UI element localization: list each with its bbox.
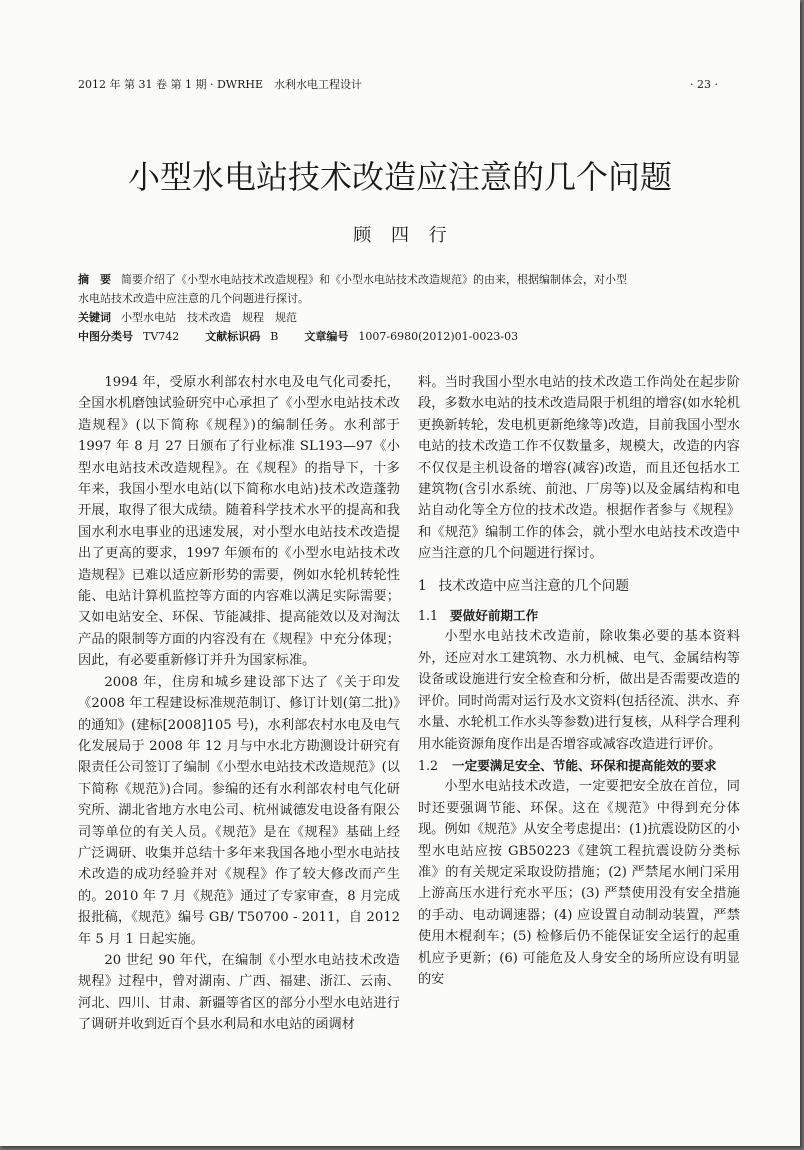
paragraph-1990s: 20 世纪 90 年代，在编制《小型水电站技术改造规程》过程中，曾对湖南、广西、福建、浙江、云南、河北、四川、甘肃、新疆等省区的部分小型水电站进行了调研并收到近百个县水利局和水电站的函调材 [78, 952, 400, 1033]
doc-code-value: B [270, 330, 279, 343]
section-1-title: 技术改造中应当注意的几个问题 [438, 577, 629, 594]
journal-info: 2012 年 第 31 卷 第 1 期 · DWRHE 水利水电工程设计 [78, 78, 362, 91]
paragraph-continued: 料。当时我国小型水电站的技术改造工作尚处在起步阶段，多数水电站的技术改造局限于机组的增容(如水轮机更换新转轮，发电机更新绝缘等)改造，目前我国小型水电站的技术改造工作不仅数量多，规模大，改造的内容不仅仅是主机设备的增容(减容)改造，而且还包括水工建筑物(含引水系统、前池、厂房等)以及金属结构和电站自动化等全方位的技术改造。根据作者参与《规程》和《规范》编制工作的体会，就小型水电站技术改造中应当注意的几个问题进行探讨。 [418, 375, 740, 562]
running-header [78, 78, 718, 92]
paragraph-intro: 1994 年，受原水利部农村水电及电气化司委托，全国水机磨蚀试验研究中心承担了《小型水电站技术改造规程》(以下简称《规程》)的编制任务。水利部于 1997 年 8 月 27 日颁布了行业标准 SL193—97《小型水电站技术改造规程》。在《规程》的指导下，十多年来，我国小型水电站(以下简称水电站)技术改造蓬勃开展，取得了很大成绩。随着科学技术水平的提高和我国水利水电事业的迅速发展，对小型水电站技术改造提出了更高的要求，1997 年颁布的《小型水电站技术改造规程》已难以适应新形势的需要，例如水轮机转轮性能、电站计算机监控等方面的内容难以满足实际需要；又如电站安全、环保、节能减排、提高能效以及对淘汰产品的限制等方面的内容没有在《规程》中充分体现；因此，有必要重新修订并升为国家标准。 [78, 375, 400, 669]
clc-value: TV742 [143, 330, 180, 343]
section-1-heading [418, 576, 740, 597]
article-number-value: 1007-6980(2012)01-0023-03 [358, 330, 519, 343]
abstract-line-1: 简要介绍了《小型水电站技术改造规程》和《小型水电站技术改造规范》的由来，根据编制体会，对小型 [121, 273, 627, 286]
section-1-1-heading [418, 605, 740, 626]
article-meta [78, 270, 728, 346]
doc-code-label: 文献标识码 [205, 330, 261, 343]
abstract-label: 摘 要 [78, 273, 111, 286]
classification-line [78, 327, 728, 346]
section-1-2-number: 1.2 [418, 757, 439, 773]
article-title: 小型水电站技术改造应注意的几个问题 [127, 158, 672, 196]
abstract [78, 270, 728, 308]
clc-label: 中图分类号 [78, 330, 133, 343]
section-1-2-title: 一定要满足安全、节能、环保和提高能效的要求 [452, 757, 717, 773]
keywords [78, 308, 728, 327]
paragraph-1-1: 小型水电站技术改造前，除收集必要的基本资料外，还应对水工建筑物、水力机械、电气、金属结构等设备或设施进行安全检查和分析，做出是否需要改造的评价。同时尚需对运行及水文资料(包括径流、洪水、弃水量、水轮机工作水头等参数)进行复核，从科学合理利用水能资源角度作出是否增容或减容改造进行评价。 [418, 629, 740, 752]
page-number: · 23 · [690, 78, 718, 91]
abstract-line-2: 水电站技术改造中应注意的几个问题进行探讨。 [78, 292, 309, 305]
author-name: 顾 四 行 [353, 225, 447, 246]
paragraph-2008: 2008 年，住房和城乡建设部下达了《关于印发《2008 年工程建设标准规范制订、修订计划(第二批)》的通知》(建标[2008]105 号)，水利部农村水电及电气化发展局于 2008 年 12 月与中水北方勘测设计研究有限责任公司签订了编制《小型水电站技术改造规范》(以下简称《规范》)合同。参编的还有水利部农村电气化研究所、湖北省地方水电公司、杭州诚德发电设备有限公司等单位的有关人员。《规范》是在《规程》基础上经广泛调研、收集并总结十多年来我国各地小型水电站技术改造的成功经验并对《规程》作了较大修改而产生的。2010 年 7 月《规范》通过了专家审查，8 月完成报批稿，《规范》编号 GB/ T50700 - 2011，自 2012 年 5 月 1 日起实施。 [78, 674, 400, 947]
section-1-1-title: 要做好前期工作 [450, 608, 539, 624]
section-1-2-heading [418, 755, 740, 776]
section-1-1-number: 1.1 [418, 608, 439, 624]
article-number-label: 文章编号 [304, 330, 349, 343]
section-1-number: 1 [418, 577, 427, 594]
keywords-label: 关键词 [78, 311, 111, 324]
keywords-text: 小型水电站 技术改造 规程 规范 [121, 311, 297, 324]
right-column [418, 372, 740, 990]
left-column [78, 372, 400, 1036]
paragraph-1-2: 小型水电站技术改造，一定要把安全放在首位，同时还要强调节能、环保。这在《规范》中得到充分体现。例如《规范》从安全考虑提出：(1)抗震设防区的小型水电站应按 GB50223《建筑工程抗震设防分类标准》的有关规定采取设防措施；(2) 严禁尾水闸门采用上游高压水进行充水平压；(3) 严禁使用没有安全措施的手动、电动调速器；(4) 应设置自动制动装置，严禁使用木棍刹车；(5) 检修后仍不能保证安全运行的起重机应予更新；(6) 可能危及人身安全的场所应设有明显的安 [418, 779, 740, 987]
